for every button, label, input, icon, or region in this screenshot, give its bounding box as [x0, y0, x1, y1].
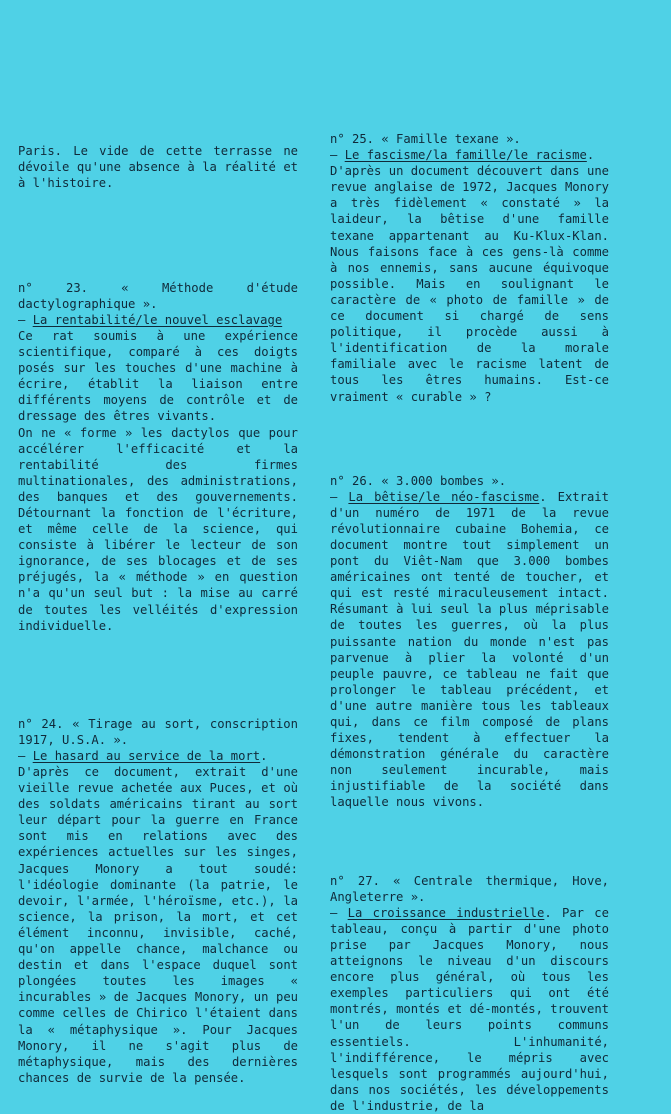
entry-27-body: Par ce tableau, conçu à partir d'une photo prise par Jacques Monory, nous atteignons le niveau d'un discours encore plus général, où tous les exemples particuliers qui ont été montrés, montés et dé-montés, trouvent l'un de leurs points communs essentiels. L'inhumanité, l'indifférence, le mépris avec lesquels sont programmés aujourd'hui, dans nos sociétés, les développements de l'industrie, de la — [330, 905, 609, 1113]
entry-24-theme: Le hasard au service de la mort — [32, 748, 261, 763]
entry-26-body-line: – La bêtise/le néo-fascisme. Extrait d'un numéro de 1971 de la revue révolutionnaire cubaine Bohemia, ce document montre tout simplement un pont du Viêt-Nam que 3.000 bombes américaines ont tenté de toucher, et qui est resté miraculeusement intact. Résumant à lui seul la plus méprisable de toutes les guerres, où la plus puissante nation du monde n'est pas parvenue à plier la volonté d'un peuple pauvre, ce tableau ne fait que prolonger le tableau précédent, et d'une autre manière tous les tableaux qui, dans ce film composé de plans fixes, tendent à effectuer la démonstration générale du caractère non seulement incurable, mais injustifiable de la société dans laquelle nous vivons. — [330, 489, 609, 810]
entry-26-theme: La bêtise/le néo-fascisme — [348, 489, 540, 504]
entry-27 — [330, 873, 609, 1114]
entry-23-theme-line: – La rentabilité/le nouvel esclavage — [18, 312, 283, 327]
entry-25-theme: Le fascisme/la famille/le racisme — [344, 148, 587, 163]
entry-26 — [330, 473, 609, 811]
left-column — [18, 131, 298, 1086]
intro-paragraph: Paris. Le vide de cette terrasse ne dévoile qu'une absence à la réalité et à l'histoire. — [18, 144, 298, 191]
entry-25 — [330, 131, 609, 405]
entry-24-body: D'après ce document, extrait d'une vieille revue achetée aux Puces, et où des soldats américains tirant au sort leur départ pour la guerre en France sont mis en relations avec des expériences actuelles sur les singes, Jacques Monory a tout soudé: l'idéologie dominante (la patrie, le devoir, l'armée, l'héroïsme, etc.), la science, la prison, la mort, et cet élément inconnu, invisible, caché, qu'on appelle chance, malchance ou destin et dans l'espace duquel sont plongées toutes les images « incurables » de Jacques Monory, un peu comme celles de Chirico l'étaient dans la « métaphysique ». Pour Jacques Monory, il ne s'agit plus de métaphysique, mais des dernières chances de survie de la pensée. — [18, 765, 298, 1085]
entry-27-title: n° 27. « Centrale thermique, Hove, Angleterre ». — [330, 873, 609, 904]
entry-23-title: n° 23. « Méthode d'étude dactylographique ». — [18, 280, 298, 311]
entry-23 — [18, 280, 298, 634]
entry-25-body: D'après un document découvert dans une revue anglaise de 1972, Jacques Monory a très fidèlement « constaté » la laideur, la bêtise d'une famille texane appartenant au Ku-Klux-Klan. Nous faisons face à ces gens-là comme à nos ennemis, sans aucune équivoque possible. Mais en soulignant le caractère de « photo de famille » de ce document si chargé de sens politique, il procède aussi à l'identification de la morale familiale avec le racisme latent de tous les êtres humains. Est-ce vraiment « curable » ? — [330, 164, 609, 404]
entry-23-body-2: On ne « forme » les dactylos que pour accélérer l'efficacité et la rentabilité des firmes multinationales, des administrations, des banques et des gouvernements. Détournant la fonction de l'écriture, et même celle de la science, qui consiste à libérer le lecteur de son ignorance, de ses blocages et de ses préjugés, la « méthode » en question n'a qu'un seul but : la mise au carré de toutes les velléités d'expression individuelle. — [18, 425, 298, 633]
entry-23-body-1: Ce rat soumis à une expérience scientifique, comparé à ces doigts posés sur les touches d'une machine à écrire, établit la liaison entre différents moyens de contrôle et de dressage des êtres vivants. — [18, 328, 298, 424]
entry-27-theme: La croissance industrielle — [347, 905, 545, 920]
right-column — [330, 131, 609, 1114]
entry-23-theme: La rentabilité/le nouvel esclavage — [32, 312, 283, 327]
entry-24-title: n° 24. « Tirage au sort, conscription 1917, U.S.A. ». — [18, 716, 298, 747]
entry-25-title: n° 25. « Famille texane ». — [330, 132, 521, 146]
entry-26-title: n° 26. « 3.000 bombes ». — [330, 473, 507, 488]
entry-26-body: Extrait d'un numéro de 1971 de la revue révolutionnaire cubaine Bohemia, ce document montre tout simplement un pont du Viêt-Nam que 3.000 bombes américaines ont tenté de toucher, et qui est resté miraculeusement intact. Résumant à lui seul la plus méprisable de toutes les guerres, où la plus puissante nation du monde n'est pas parvenue à plier la volonté d'un peuple pauvre, ce tableau ne fait que prolonger le tableau précédent, et d'une autre manière tous les tableaux qui, dans ce film composé de plans fixes, tendent à effectuer la démonstration générale du caractère non seulement incurable, mais injustifiable de la société dans laquelle nous vivons. — [330, 489, 609, 810]
entry-25-theme-line: – Le fascisme/la famille/le racisme. — [330, 148, 595, 163]
entry-27-body-line: – La croissance industrielle. Par ce tableau, conçu à partir d'une photo prise par Jacques Monory, nous atteignons le niveau d'un discours encore plus général, où tous les exemples particuliers qui ont été montrés, montés et dé-montés, trouvent l'un de leurs points communs essentiels. L'inhumanité, l'indifférence, le mépris avec lesquels sont programmés aujourd'hui, dans nos sociétés, les développements de l'industrie, de la — [330, 905, 609, 1113]
entry-24-theme-line: – Le hasard au service de la mort. — [18, 748, 268, 763]
entry-24 — [18, 716, 298, 1086]
